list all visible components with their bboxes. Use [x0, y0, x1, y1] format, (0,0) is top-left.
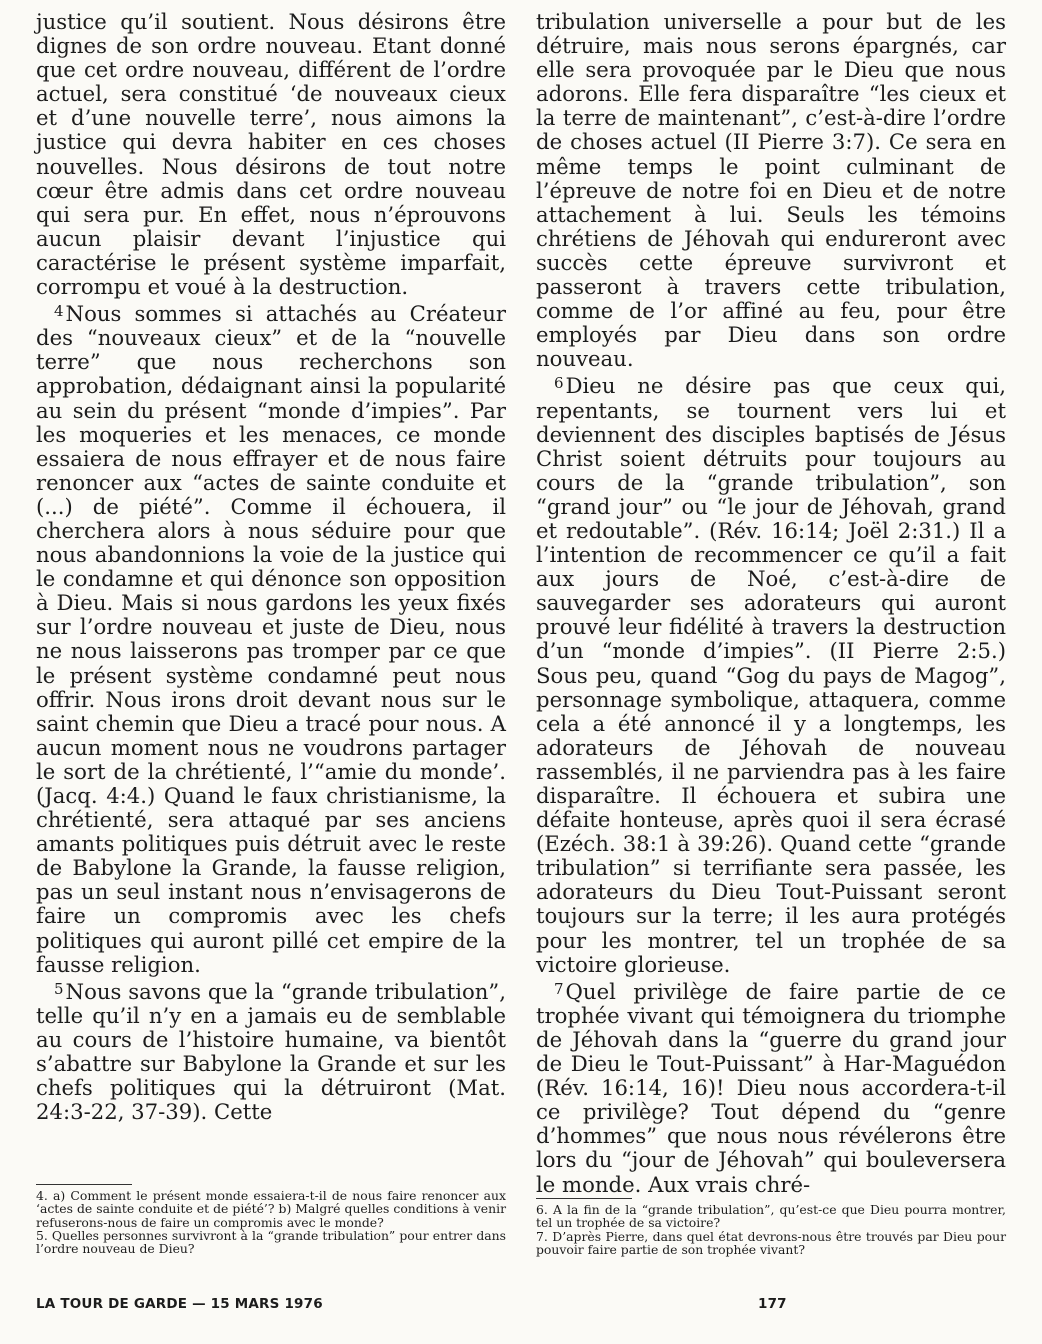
footnote-divider — [36, 1184, 132, 1185]
paragraph-6 — [536, 371, 1006, 976]
footnote-question-7: 7. D’après Pierre, dans quel état devrons-nous être trouvés par Dieu pour pouvoir faire partie de son trophée vivant? — [536, 1228, 1006, 1257]
footnote-divider — [536, 1198, 632, 1199]
paragraph-text: Nous sommes si attachés au Créateur des “nouveaux cieux” et de la “nouvelle terre” que nous recherchons son approbation, dédaignant ainsi la popularité au sein du présent “monde d’impies”. Par les moqueries et les menaces, ce monde essaiera de nous effrayer et de nous faire renoncer aux “actes de sainte conduite et (...) de piété”. Comme il échouera, il cherchera alors à nous séduire pour que nous abandonnions la voie de la justice qui le condamne et qui dénonce son opposition à Dieu. Mais si nous gardons les yeux fixés sur l’ordre nouveau et juste de Dieu, nous ne nous laisserons pas tromper par ce que le présent système condamné peut nous offrir. Nous irons droit devant nous sur le saint chemin que Dieu a tracé pour nous. A aucun moment nous ne voudrons partager le sort de la chrétienté, l’“amie du monde’. (Jacq. 4:4.) Quand le faux christianisme, la chrétienté, sera attaqué par ses anciens amants politiques puis détruit avec le reste de Babylone la Grande, la fausse religion, pas un seul instant nous n’envisagerons de faire un compromis avec les chefs politiques qui auront pillé cet empire de la fausse religion. — [36, 301, 506, 977]
footnotes-left — [36, 1184, 506, 1255]
footnote-question-6: 6. A la fin de la “grande tribulation”, qu’est-ce que Dieu pourra montrer, tel un trophée de sa victoire? — [536, 1202, 1006, 1231]
running-footer-title: LA TOUR DE GARDE — 15 MARS 1976 — [36, 1296, 323, 1312]
footnote-question-5: 5. Quelles personnes survivront à la “grande tribulation” pour entrer dans l’ordre nouveau de Dieu? — [36, 1227, 506, 1257]
paragraph-5-continued: tribulation universelle a pour but de les détruire, mais nous serons épargnés, car elle sera provoquée par le Dieu que nous adorons. Elle fera disparaître “les cieux et la terre de maintenant”, c’est-à-dire l’ordre de choses actuel (II Pierre 3:7). Ce sera en même temps le point culminant de l’épreuve de notre foi en Dieu et de notre attachement à lui. Seuls les témoins chrétiens de Jéhovah qui endureront avec succès cette épreuve survivront et passeront à travers cette tribulation, comme de l’or affiné au feu, pour être employés par Dieu dans son ordre nouveau. — [536, 9, 1006, 372]
paragraph-text: Quel privilège de faire partie de ce trophée vivant qui témoignera du triomphe de Jéhovah dans la “guerre du grand jour de Dieu le Tout-Puissant” à Har-Maguédon (Rév. 16:14, 16)! Dieu nous accordera-t-il ce privilège? Tout dépend du “genre d’hommes” que nous nous révélerons être lors du “jour de Jéhovah” qui bouleversera le monde. Aux vrais chré- — [536, 978, 1006, 1197]
right-column — [536, 10, 1006, 1197]
paragraph-text: Dieu ne désire pas que ceux qui, repentants, se tournent vers lui et deviennent des disciples baptisés de Jésus Christ soient détruits pour toujours au cours de la “grande tribulation”, son “grand jour” ou “le jour de Jéhovah, grand et redoutable”. (Rév. 16:14; Joël 2:31.) Il a l’intention de recommencer ce qu’il a fait aux jours de Noé, c’est-à-dire de sauvegarder ses adorateurs qui auront prouvé leur fidélité à travers la destruction d’un “monde d’impies”. (II Pierre 2:5.) Sous peu, quand “Gog du pays de Magog”, personnage symbolique, attaquera, comme cela a été annoncé il y a longtemps, les adorateurs de Jéhovah de nouveau rassemblés, il ne parviendra pas à les faire disparaître. Il échouera et subira une défaite honteuse, après quoi il sera écrasé (Ezéch. 38:1 à 39:26). Quand cette “grande tribulation” si terrifiante sera passée, les adorateurs du Dieu Tout-Puissant seront toujours sur la terre; il les aura protégés pour les montrer, tel un trophée de sa victoire glorieuse. — [536, 373, 1006, 977]
paragraph-5 — [36, 977, 506, 1125]
paragraph-4 — [36, 299, 506, 977]
paragraph-number: 4 — [54, 302, 64, 321]
paragraph-number: 6 — [554, 374, 564, 393]
footnote-question-4: 4. a) Comment le présent monde essaiera-t-il de nous faire renoncer aux ‘actes de sainte conduite et de piété’? b) Malgré quelles conditions à venir refuserons-nous de faire un compromis avec le monde? — [36, 1188, 506, 1230]
page-number: 177 — [758, 1296, 787, 1312]
paragraph-number: 5 — [54, 979, 64, 998]
footnotes-right — [536, 1198, 1006, 1256]
paragraph-7 — [536, 977, 1006, 1197]
left-column — [36, 10, 506, 1124]
paragraph-3-continued: justice qu’il soutient. Nous désirons être dignes de son ordre nouveau. Etant donné que cet ordre nouveau, différent de l’ordre actuel, sera constitué ‘de nouveaux cieux et d’une nouvelle terre’, nous aimons la justice qui devra habiter en ces choses nouvelles. Nous désirons de tout notre cœur être admis dans cet ordre nouveau qui sera pur. En effet, nous n’éprouvons aucun plaisir devant l’injustice qui caractérise le présent système imparfait, corrompu et voué à la destruction. — [36, 9, 506, 300]
paragraph-number: 7 — [554, 979, 564, 998]
paragraph-text: Nous savons que la “grande tribulation”, telle qu’il n’y en a jamais eu de semblable au cours de l’histoire humaine, va bientôt s’abattre sur Babylone la Grande et sur les chefs politiques qui la détruiront (Mat. 24:3-22, 37-39). Cette — [36, 978, 506, 1125]
